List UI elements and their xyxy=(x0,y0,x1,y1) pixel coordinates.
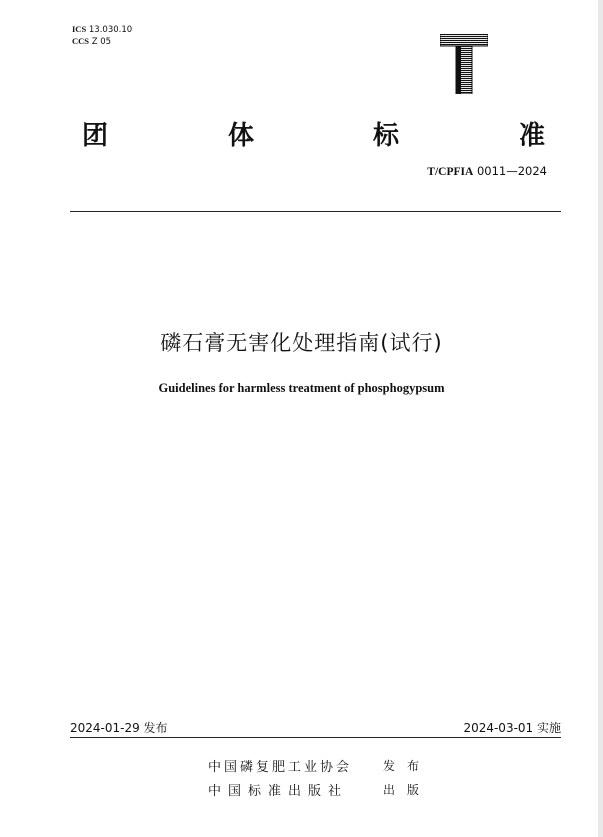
category-char-4: 准 xyxy=(519,121,546,151)
release-date: 2024-01-29 发布 xyxy=(70,721,168,735)
ics-label: ICS xyxy=(72,24,87,34)
bottom-divider xyxy=(70,737,561,738)
standard-category xyxy=(0,115,603,155)
ccs-value: Z 05 xyxy=(91,37,112,47)
printer-action: 出版 xyxy=(383,783,432,797)
printer-name: 中国标准出版社 xyxy=(208,784,349,799)
publisher-action: 发布 xyxy=(383,759,432,773)
standard-number-value: 0011—2024 xyxy=(476,164,547,178)
t-type-mark-logo xyxy=(440,34,488,94)
category-char-2: 体 xyxy=(228,121,255,151)
standard-number-prefix: T/CPFIA xyxy=(427,166,474,178)
ccs-label: CCS xyxy=(72,36,90,46)
ccs-line xyxy=(72,36,132,48)
standard-number xyxy=(427,164,547,178)
ics-value: 13.030.10 xyxy=(88,25,133,35)
category-char-1: 团 xyxy=(82,121,109,151)
top-divider xyxy=(70,211,561,212)
classification-codes xyxy=(72,24,132,48)
category-char-3: 标 xyxy=(373,121,400,151)
publisher-name: 中国磷复肥工业协会 xyxy=(208,760,353,775)
implementation-date: 2024-03-01 实施 xyxy=(463,721,561,735)
ics-line xyxy=(72,24,132,36)
chinese-title: 磷石膏无害化处理指南(试行) xyxy=(160,331,443,355)
english-title: Guidelines for harmless treatment of phosphogypsum xyxy=(158,381,445,395)
